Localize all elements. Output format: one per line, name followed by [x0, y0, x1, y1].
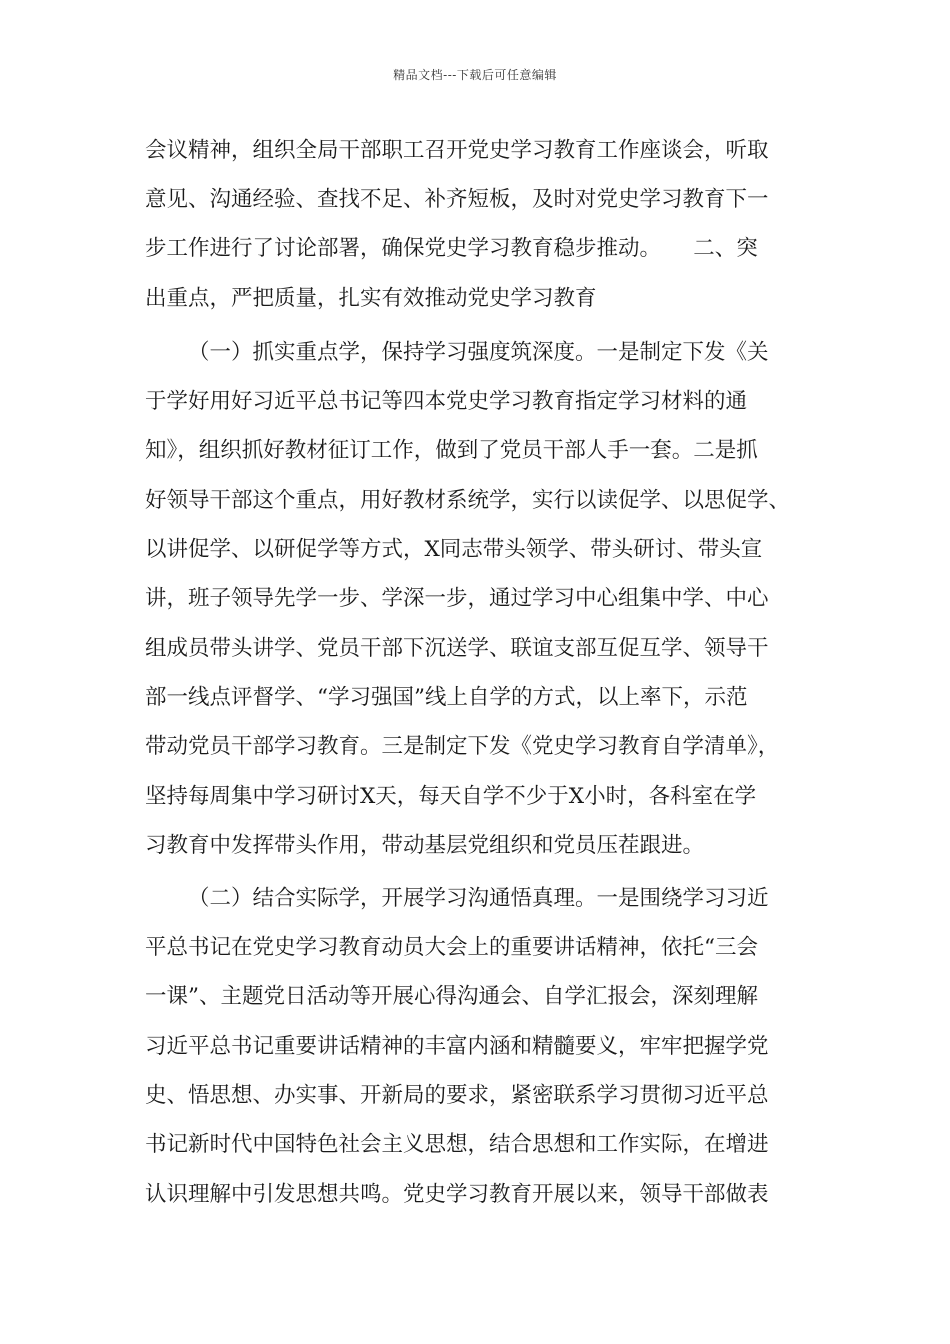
- para-1-line-2: 于学好用好习近平总书记等四本党史学习教育指定学习材料的通: [145, 389, 748, 414]
- para-1-line-8: 部一线点评督学、“学习强国”线上自学的方式，以上率下，示范: [145, 685, 748, 710]
- para-2-line-4: 习近平总书记重要讲话精神的丰富内涵和精髓要义，牢牢把握学党: [145, 1034, 769, 1059]
- para-1-line-5: 以讲促学、以研促学等方式，X同志带头领学、带头研讨、带头宣: [145, 537, 763, 562]
- para-2-line-1: （二）结合实际学，开展学习沟通悟真理。一是围绕学习习近: [188, 886, 769, 911]
- body-line-4: 出重点，严把质量，扎实有效推动党史学习教育: [145, 286, 597, 311]
- para-2-line-7: 认识理解中引发思想共鸣。党史学习教育开展以来，领导干部做表: [145, 1182, 769, 1207]
- body-line-3: 步工作进行了讨论部署，确保党史学习教育稳步推动。 二、突: [145, 236, 758, 261]
- body-line-1: 会议精神，组织全局干部职工召开党史学习教育工作座谈会，听取: [145, 138, 769, 163]
- para-2-line-5: 史、悟思想、办实事、开新局的要求，紧密联系学习贯彻习近平总: [145, 1083, 769, 1108]
- para-2-line-2: 平总书记在党史学习教育动员大会上的重要讲话精神，依托“三会: [145, 935, 758, 960]
- para-1-line-6: 讲，班子领导先学一步、学深一步，通过学习中心组集中学、中心: [145, 586, 769, 611]
- body-line-2: 意见、沟通经验、查找不足、补齐短板，及时对党史学习教育下一: [145, 187, 769, 212]
- para-1-line-10: 坚持每周集中学习研讨X天，每天自学不少于X小时，各科室在学: [145, 784, 757, 809]
- para-1-line-7: 组成员带头讲学、党员干部下沉送学、联谊支部互促互学、领导干: [145, 636, 769, 661]
- para-1-line-9: 带动党员干部学习教育。三是制定下发《党史学习教育自学清单》，: [145, 734, 780, 759]
- para-2-line-3: 一课”、主题党日活动等开展心得沟通会、自学汇报会，深刻理解: [145, 984, 758, 1009]
- para-2-line-6: 书记新时代中国特色社会主义思想，结合思想和工作实际，在增进: [145, 1132, 769, 1157]
- para-1-line-3: 知》，组织抓好教材征订工作，做到了党员干部人手一套。二是抓: [145, 438, 758, 463]
- para-1-line-1: （一）抓实重点学，保持学习强度筑深度。一是制定下发《关: [188, 340, 769, 365]
- page-header: 精品文档---下载后可任意编辑: [393, 68, 557, 82]
- para-1-line-4: 好领导干部这个重点，用好教材系统学，实行以读促学、以思促学、: [145, 488, 791, 513]
- para-1-line-11: 习教育中发挥带头作用，带动基层党组织和党员压茬跟进。: [145, 833, 705, 858]
